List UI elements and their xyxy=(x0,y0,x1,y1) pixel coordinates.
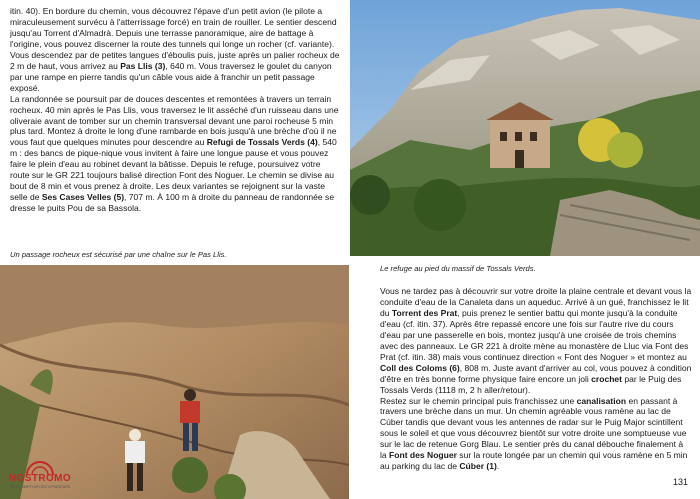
nostromo-logo xyxy=(5,460,75,494)
place-name-coll-des-coloms: Coll des Coloms (6) xyxy=(380,362,460,373)
logo-brand-text: NOSTROMO xyxy=(8,473,72,484)
photo-caption-refuge: Le refuge au pied du massif de Tossals Verds. xyxy=(380,264,536,273)
paragraph-text: sur la route longée par un chemin qui vous ramène en 5 min au parking du lac de xyxy=(380,450,688,472)
paragraph-text: , 707 m. À 100 m à droite du panneau de randonnée se dresse le puits Pou de sa Bassola. xyxy=(10,192,335,214)
place-name-pas-llis: Pas Llis (3) xyxy=(120,60,166,71)
paragraph-text: La randonnée se poursuit par de douces descentes et remontées à travers un terrain rocheux. 40 min après le Pas Llis, vous traversez le lit asséché d'un ruisseau dans une oliveraie avant de tomber sur un chemin transversal devant une paroi rocheuse 5 min plus tard. Montez à droite le long d'une rambarde en bois jusqu'à une brèche d'où il ne vous faut que quelques minutes pour descendre au xyxy=(10,93,339,148)
page-number: 131 xyxy=(672,477,688,487)
term-crochet: crochet xyxy=(591,373,623,384)
paragraph-text: , 640 m. Vous traversez le goulet du canyon par une rampe en pierre tandis qu'un câble vous aide à franchir un petit passage exposé. xyxy=(10,60,332,93)
place-name-cuber: Cúber (1) xyxy=(459,461,497,472)
paragraph-text: Vous ne tardez pas à découvrir sur votre droite la plaine centrale et devant vous la conduite d'eau de la Canaleta dans un aqueduc. Arrivé à un gué, franchissez le lit du xyxy=(380,286,692,318)
photo-refuge xyxy=(350,0,700,256)
term-canalisation: canalisation xyxy=(576,395,627,406)
place-name-torrent-des-prat: Torrent des Prat xyxy=(391,307,458,318)
place-name-refugi: Refugi de Tossals Verds (4) xyxy=(206,137,318,148)
place-name-font-des-noguer: Font des Noguer xyxy=(389,450,457,461)
paragraph-text: , puis prenez le sentier battu qui monte jusqu'à la conduite d'eau (cf. itin. 37). Après être repassé encore une fois sur l'autre rive du cours d'eau par une passerelle en bois, montez jusqu'à une croisée de trois chemins avec des panneaux. Le GR 221 à droite mène au monastère de Lluc via Font des Prat (cf. itin. 38) mais vous continuez direction « Font des Noguer » et montez au xyxy=(380,307,689,362)
text-column-right xyxy=(380,286,692,472)
paragraph-text: Restez sur le chemin principal puis franchissez une xyxy=(380,395,577,406)
paragraph-text: en passant à travers une brèche dans un mur. Un chemin agréable vous ramène au lac de Cúber tandis que devant vous les antennes de radar sur le Puig Major scintillent sous le soleil et que vous découvrez bientôt sur votre droite une somptueuse vue sur le lac de retenue Gorg Blau. Le sentier près du canal débouche finalement à la xyxy=(380,395,687,461)
photo-caption-pas-llis: Un passage rocheux est sécurisé par une chaîne sur le Pas Llis. xyxy=(10,250,227,259)
paragraph-text: , 540 m : des bancs de pique-nique vous invitent à faire une longue pause et vous pouvez faire le plein d'eau au robinet devant la bâtisse. Depuis le refuge, poursuivez votre route sur le GR 221 toujours balisé direction Font des Noguer. Le chemin se divise au bout de 8 min et vous prenez à droite. Les deux variantes se rejoignent sur la vaste selle de xyxy=(10,137,337,203)
place-name-ses-cases-velles: Ses Cases Velles (5) xyxy=(41,192,125,203)
paragraph-text: itin. 40). En bordure du chemin, vous découvrez l'épave d'un petit avion (le pilote a miraculeusement survécu à l'atterrissage forcé) en train de rouiller. Le sentier descend jusqu'au Torrent d'Almadrà. Depuis une terrasse panoramique, aire de battage à l'origine, vous pouvez discerner la route des tunnels qui longe un rocher (cf. variante). Vous descendez par de petites langues d'éboulis puis, juste après un palier rocheux de 2 m de haut, vous arrivez au xyxy=(10,6,340,71)
text-column-top-left xyxy=(10,6,342,214)
paragraph-text: . xyxy=(496,461,500,472)
paragraph-text: , 808 m. Juste avant d'arriver au col, vous pouvez à condition d'être en très bonne forme physique faire encore un joli xyxy=(380,362,692,384)
logo-tagline: WEB COMPTOIR DES VOYAGEURS xyxy=(9,485,71,489)
paragraph-text: par le Puig des Tossals Verds (1118 m, 2 h aller/retour). xyxy=(380,373,682,395)
